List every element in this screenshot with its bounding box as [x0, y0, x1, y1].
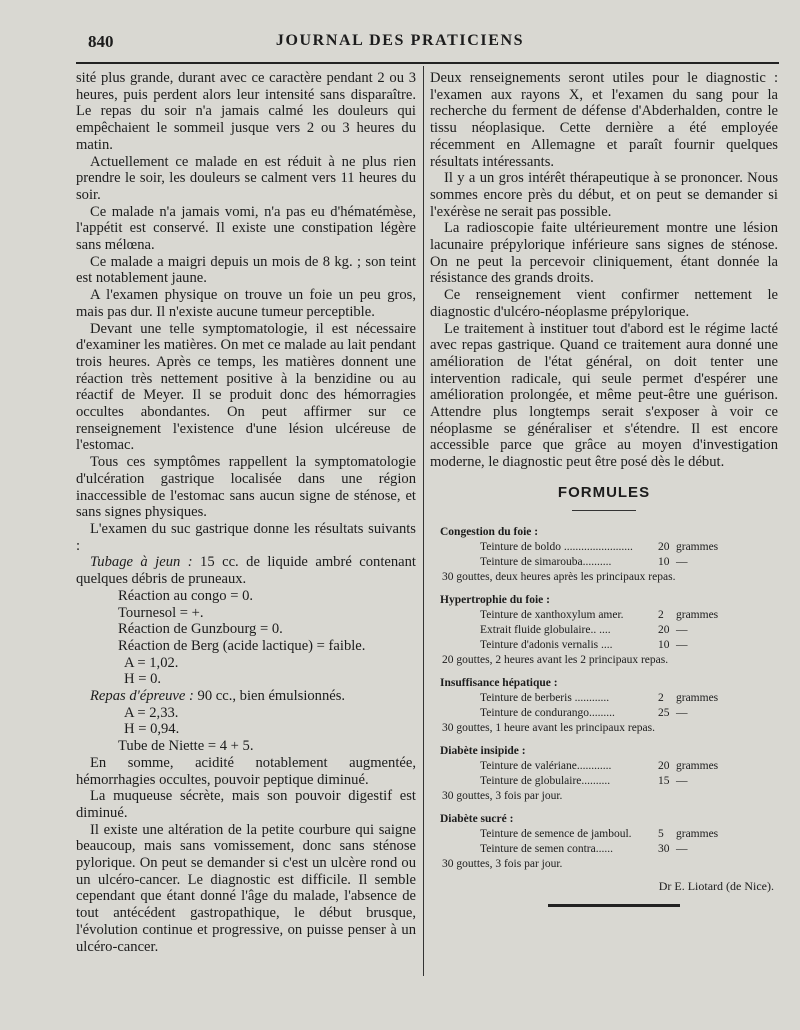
formula-quantity: 15 [658, 774, 670, 787]
journal-title: JOURNAL DES PRATICIENS [275, 32, 525, 49]
formula-ingredient: Teinture de simarouba.......... [480, 555, 612, 568]
formula-row [430, 555, 778, 570]
formula-heading: Insuffisance hépatique : [440, 676, 558, 689]
formula-quantity: 10 [658, 638, 670, 651]
formula-quantity: 20 [658, 623, 670, 636]
column-divider [423, 66, 424, 976]
formula-quantity: 2 [658, 691, 664, 704]
formula-row [430, 759, 778, 774]
repas-label: Repas d'épreuve : [90, 688, 194, 705]
formula-row [430, 608, 778, 623]
formula-ingredient: Teinture de semence de jamboul. [480, 827, 632, 840]
formula-unit: grammes [676, 827, 719, 840]
header-rule [76, 62, 779, 64]
formula-ingredient: Teinture de globulaire.......... [480, 774, 611, 787]
tubage-label: Tubage à jeun : [90, 554, 193, 571]
formula-quantity: 25 [658, 706, 670, 719]
paragraph: En somme, acidité notablement augmentée, hémorrhagies occultes, pouvoir peptique diminué. [76, 754, 416, 788]
page-number: 840 [88, 32, 114, 51]
right-column [430, 70, 778, 907]
formula-heading: Congestion du foie : [440, 525, 539, 538]
formula-row [430, 691, 778, 706]
formula-row [430, 623, 778, 638]
result-line: Tournesol = +. [118, 604, 204, 621]
formula-unit: grammes [676, 540, 719, 553]
formula-ingredient: Teinture de boldo ........................ [480, 540, 633, 553]
formula-dosage: 30 gouttes, 3 fois par jour. [442, 857, 563, 870]
result-line: H = 0. [124, 671, 162, 688]
result-line: Réaction de Berg (acide lactique) = faible. [118, 637, 366, 654]
formula-unit: — [676, 774, 688, 787]
formula-heading: Diabète insipide : [440, 744, 526, 757]
result-line: A = 2,33. [124, 704, 179, 721]
formula-ingredient: Teinture de valériane............ [480, 759, 612, 772]
result-line: A = 1,02. [124, 654, 179, 671]
paragraph: L'examen du suc gastrique donne les résultats suivants : [76, 520, 416, 554]
paragraph: sité plus grande, durant avec ce caractère pendant 2 ou 3 heures, puis perdent alors leur intensité sans disparaître. Le repas du soir n'a jamais calmé les douleurs qui empêchaient le sommeil jusque vers 2 ou 3 heures du matin. [76, 70, 416, 153]
paragraph: La muqueuse sécrète, mais son pouvoir digestif est diminué. [76, 788, 416, 821]
paragraph: Tous ces symptômes rappellent la symptomatologie d'ulcération gastrique localisée dans une région inaccessible de l'estomac sans aucun signe de sténose, et sans signes physiques. [76, 454, 416, 521]
paragraph: La radioscopie faite ultérieurement montre une lésion lacunaire prépylorique inférieure sans signes de sténose. On ne peut la percevoir cliniquement, étant donnée la résistance des grands droits. [430, 220, 778, 287]
formula-row [430, 540, 778, 555]
formula-row [430, 842, 778, 857]
formula-quantity: 20 [658, 540, 670, 553]
paragraph: Il y a un gros intérêt thérapeutique à se prononcer. Nous sommes encore près du début, et on peut se demander si l'exérèse ne serait pas possible. [430, 170, 778, 220]
formules-title: FORMULES [557, 483, 651, 501]
formula-row [430, 827, 778, 842]
formula-row [430, 706, 778, 721]
formula-ingredient: Teinture d'adonis vernalis .... [480, 638, 613, 651]
formula-quantity: 20 [658, 759, 670, 772]
formula-ingredient: Teinture de berberis ............ [480, 691, 610, 704]
formula-unit: — [676, 706, 688, 719]
formula-row [430, 774, 778, 789]
paragraph: Ce malade n'a jamais vomi, n'a pas eu d'hématémèse, l'appétit est conservé. Il existe une constipation légère sans mélœna. [76, 203, 416, 254]
formula-heading: Diabète sucré : [440, 812, 514, 825]
paragraph: A l'examen physique on trouve un foie un peu gros, mais pas dur. Il n'existe aucune tumeur perceptible. [76, 287, 416, 320]
formula-unit: grammes [676, 691, 719, 704]
formula-quantity: 30 [658, 842, 670, 855]
page-header [0, 32, 800, 56]
formula-quantity: 2 [658, 608, 664, 621]
result-line: Réaction de Gunzbourg = 0. [118, 621, 283, 638]
paragraph: Ce malade a maigri depuis un mois de 8 kg. ; son teint est notablement jaune. [76, 253, 416, 287]
repas-text: 90 cc., bien émulsionnés. [193, 688, 346, 705]
formula-quantity: 10 [658, 555, 670, 568]
repas-line [76, 688, 416, 705]
paragraph: Il existe une altération de la petite courbure qui saigne beaucoup, mais sans vomissement, donc sans sténose pylorique. On peut se demander si c'est un ulcère rond ou un ulcéro-cancer. Le diagnostic est difficile. Il semble cependant que étant donné l'âge du malade, l'absence de tout antécédent gastropathique, le début brusque, l'évolution continue et progressive, on puisse penser à un ulcéro-cancer. [76, 821, 416, 955]
left-column [76, 70, 416, 955]
formula-quantity: 5 [658, 827, 664, 840]
result-line: Tube de Niette = 4 + 5. [118, 738, 254, 755]
tubage-line [76, 554, 416, 587]
formula-heading: Hypertrophie du foie : [440, 593, 550, 606]
signature: Dr E. Liotard (de Nice). [658, 878, 774, 893]
result-line: Réaction au congo = 0. [118, 587, 254, 604]
formula-dosage: 30 gouttes, 3 fois par jour. [442, 789, 563, 802]
paragraph: Actuellement ce malade en est réduit à ne plus rien prendre le soir, les douleurs se calment vers 11 heures du soir. [76, 153, 416, 203]
formula-unit: — [676, 842, 688, 855]
formules-heading-block [430, 485, 778, 511]
tubage-text: 15 cc. de liquide ambré contenant quelques débris de pruneaux. [76, 554, 416, 588]
formula-dosage: 30 gouttes, deux heures après les principaux repas. [442, 570, 676, 583]
paragraph: Devant une telle symptomatologie, il est nécessaire d'examiner les matières. On met ce malade au lait pendant trois heures. Après ce temps, les matières donnent une réaction très nettement positive à la benzidine ou au réactif de Meyer. Il se produit donc des hémorragies occultes abondantes. On peut affirmer sur ce renseignement l'existence d'une lésion ulcéreuse de l'estomac. [76, 320, 416, 454]
paragraph: Deux renseignements seront utiles pour le diagnostic : l'examen aux rayons X, et l'examen du sang pour la recherche du ferment de défense d'Abderhalden, contre le tissu néoplasique. Cette dernière a été employée récemment en Allemagne et paraît fournir quelques résultats intéressants. [430, 70, 778, 170]
formula-ingredient: Teinture de condurango......... [480, 706, 615, 719]
formula-ingredient: Teinture de semen contra...... [480, 842, 613, 855]
formula-unit: grammes [676, 608, 719, 621]
formula-ingredient: Extrait fluide globulaire.. .... [480, 623, 611, 636]
formules-rule [572, 510, 636, 511]
formula-unit: — [676, 623, 688, 636]
formula-dosage: 30 gouttes, 1 heure avant les principaux repas. [442, 721, 656, 734]
formulas-list [430, 525, 778, 872]
formula-dosage: 20 gouttes, 2 heures avant les 2 principaux repas. [442, 653, 669, 666]
formula-ingredient: Teinture de xanthoxylum amer. [480, 608, 624, 621]
paragraph: Ce renseignement vient confirmer nettement le diagnostic d'ulcéro-néoplasme prépylorique. [430, 287, 778, 320]
paragraph: Le traitement à instituer tout d'abord est le régime lacté avec repas gastrique. Quand ce traitement aura donné une amélioration de l'état général, on doit tenter une intervention radicale, qui seule permet d'espérer une amélioration prolongée, et même peut-être une guérison. Attendre plus longtemps serait s'exposer à voir ce néoplasme se généraliser et s'étendre. Il est encore accessible parce que grâce au moyen d'investigation moderne, le diagnostic peut être posé dès le début. [430, 320, 778, 471]
formula-unit: — [676, 555, 688, 568]
formula-unit: grammes [676, 759, 719, 772]
formula-unit: — [676, 638, 688, 651]
end-rule [548, 904, 680, 907]
result-line: H = 0,94. [124, 721, 180, 738]
formula-row [430, 638, 778, 653]
